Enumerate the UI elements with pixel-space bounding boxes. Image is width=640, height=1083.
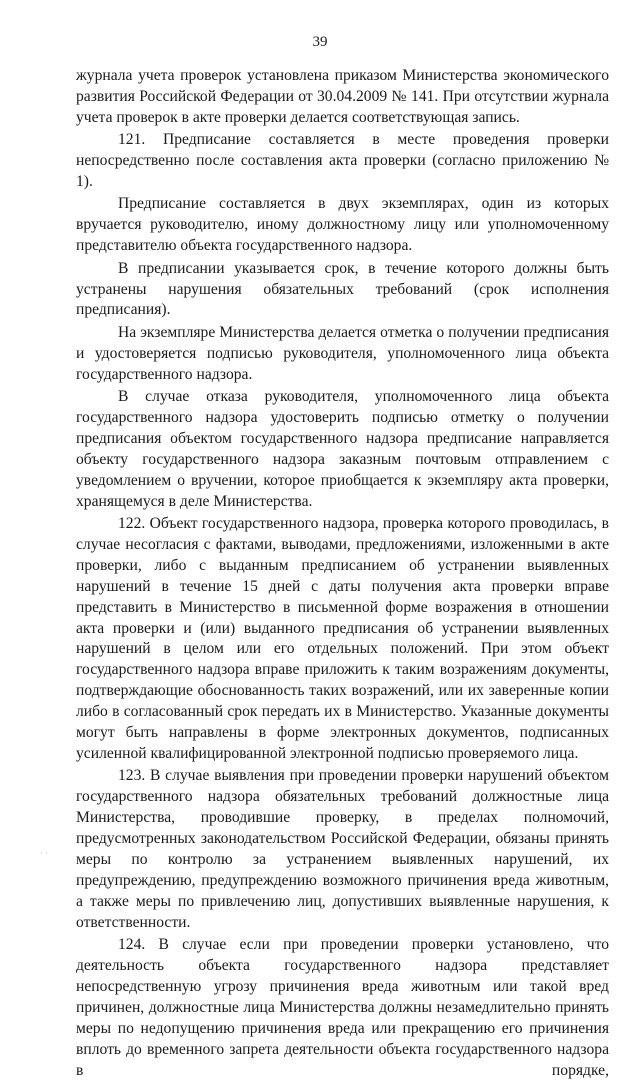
paragraph-deadline: В предписании указывается срок, в течение которого должны быть устранены нарушения обязательных требований (срок исполнения предписания). xyxy=(76,259,609,319)
paragraph-123: 123. В случае выявления при проведении проверки нарушений объектом государственного надзора обязательных требований должностные лица Министерства, проводившие проверку, в пределах полномочий, предусмотренных законодательством Российской Федерации, обязаны принять меры по контролю за устранением выявленных нарушений, их предупреждению, предупреждению возможного причинения вреда животным, а также меры по привлечению лиц, допустивших выявленные нарушения, к ответственности. xyxy=(76,767,609,931)
paragraph-124: 124. В случае если при проведении проверки установлено, что деятельность объекта государственного надзора представляет непосредственную угрозу причинения вреда животным или такой вред причинен, должностные лица Министерства должны незамедлительно принять меры по недопущению причинения вреда или прекращению его причинения вплоть до временного запрета деятельности объекта государственного надзора в порядке, xyxy=(76,936,609,1079)
paragraph-two-copies: Предписание составляется в двух экземплярах, один из которых вручается руководителю, иному должностному лицу или уполномоченному представителю объекта государственного надзора. xyxy=(76,195,609,255)
document-body xyxy=(76,66,609,1083)
paragraph-receipt-mark: На экземпляре Министерства делается отметка о получении предписания и удостоверяется подписью руководителя, уполномоченного лица объекта государственного надзора. xyxy=(76,323,609,383)
paragraph-journal-continuation: журнала учета проверок установлена приказом Министерства экономического развития Российской Федерации от 30.04.2009 № 141. При отсутствии журнала учета проверок в акте проверки делается соответствующая запись. xyxy=(76,67,609,126)
page-number: 39 xyxy=(312,34,328,50)
paragraph-122: 122. Объект государственного надзора, проверка которого проводилась, в случае несогласия с фактами, выводами, предложениями, изложенными в акте проверки, либо с выданным предписанием об устранении выявленных нарушений в течение 15 дней с даты получения акта проверки вправе представить в Министерство в письменной форме возражения в отношении акта проверки и (или) выданного предписания об устранении выявленных нарушений в целом или его отдельных положений. При этом объект государственного надзора вправе приложить к таким возражениям документы, подтверждающие обоснованность таких возражений, или их заверенные копии либо в согласованный срок передать их в Министерство. Указанные документы могут быть направлены в форме электронных документов, подписанных усиленной квалифицированной электронной подписью проверяемого лица. xyxy=(76,515,609,762)
paragraph-refusal: В случае отказа руководителя, уполномоченного лица объекта государственного надзора удостоверить подписью отметку о получении предписания объектом государственного надзора предписание направляется объекту государственного надзора заказным почтовым отправлением с уведомлением о вручении, которое приобщается к экземпляру акта проверки, хранящемуся в деле Министерства. xyxy=(76,388,609,510)
scan-artifact: · · xyxy=(40,848,49,858)
paragraph-121: 121. Предписание составляется в месте проведения проверки непосредственно после составления акта проверки (согласно приложению № 1). xyxy=(76,131,609,191)
